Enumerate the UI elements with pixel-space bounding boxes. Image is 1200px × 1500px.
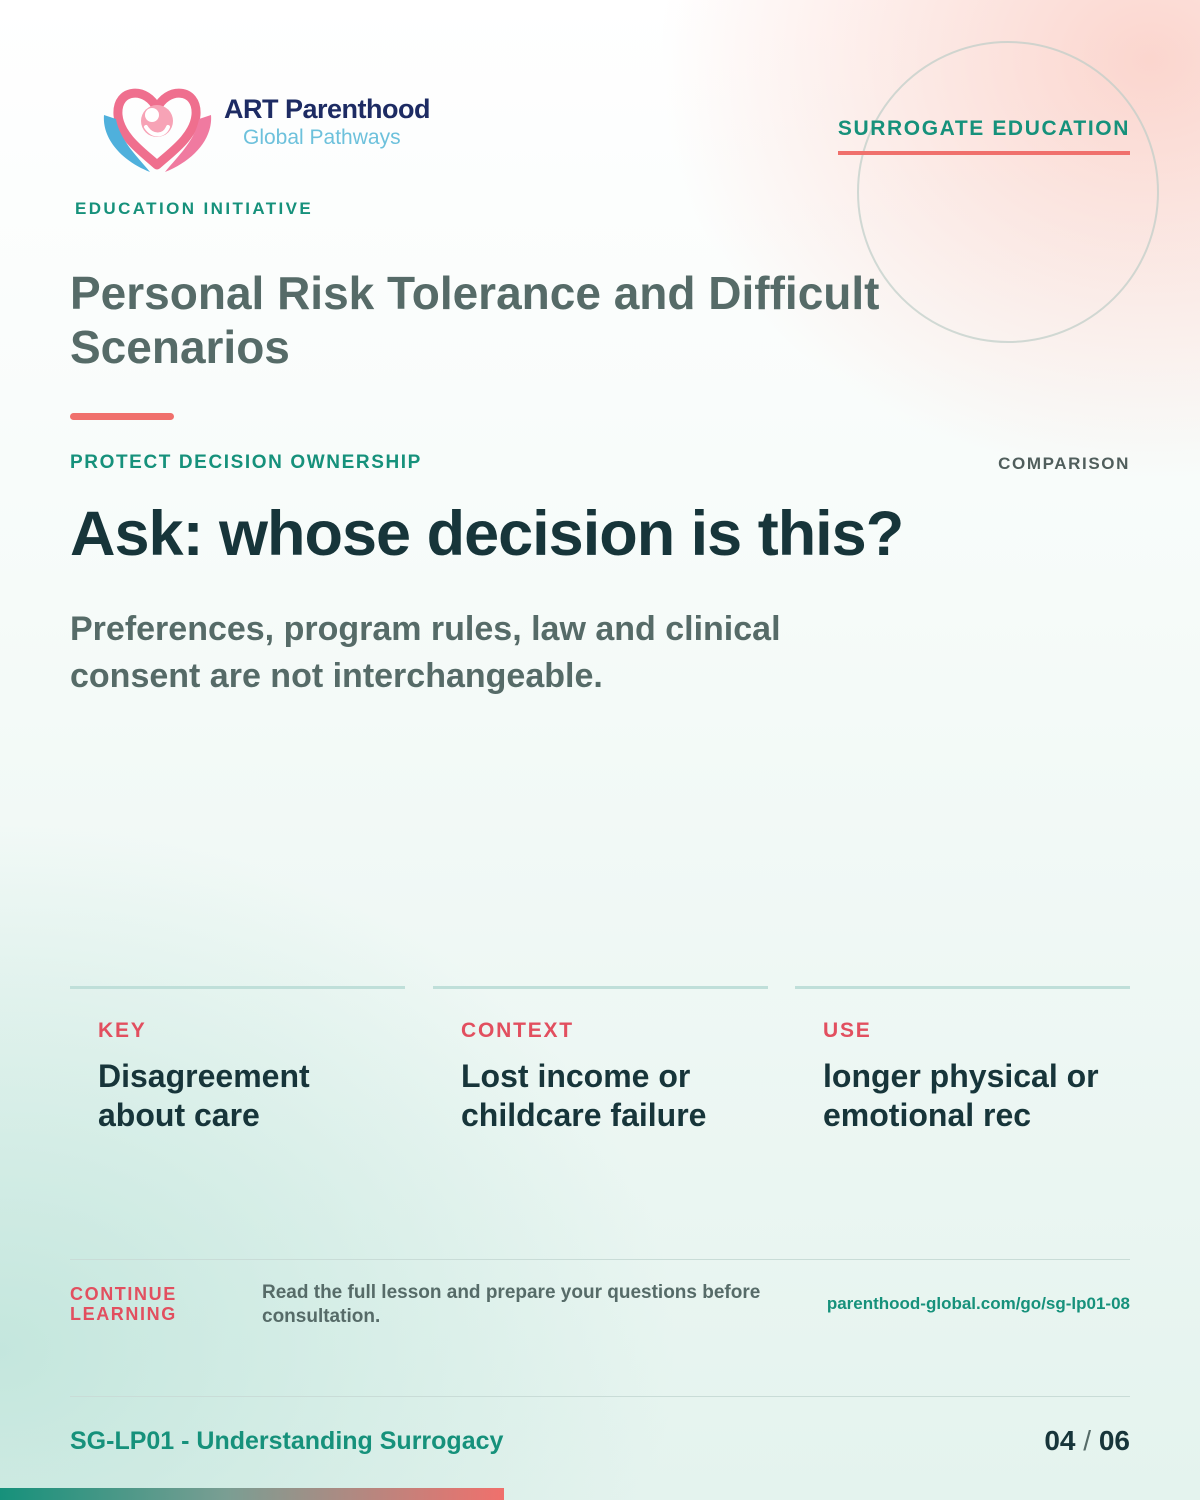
column-value: longer physical or emotional rec bbox=[823, 1058, 1099, 1133]
cta-text: Read the full lesson and prepare your questions before consultation. bbox=[262, 1282, 761, 1327]
column-use bbox=[795, 986, 1130, 1166]
course-label: SG-LP01 - Understanding Surrogacy bbox=[70, 1427, 504, 1455]
brand-subtitle: Global Pathways bbox=[243, 126, 401, 149]
column-label: KEY bbox=[98, 1019, 147, 1042]
slide-headline: Ask: whose decision is this? bbox=[70, 499, 904, 569]
column-label: USE bbox=[823, 1019, 872, 1042]
brand-name: ART Parenthood bbox=[224, 94, 430, 124]
column-context bbox=[433, 986, 768, 1166]
slide-kicker: PROTECT DECISION OWNERSHIP bbox=[70, 452, 422, 473]
column-key bbox=[70, 986, 405, 1166]
page-indicator bbox=[1044, 1425, 1130, 1457]
lesson-link[interactable]: parenthood-global.com/go/sg-lp01-08 bbox=[826, 1294, 1130, 1313]
column-value: Lost income or childcare failure bbox=[461, 1058, 707, 1133]
slide-subhead: Preferences, program rules, law and clinical consent are not interchangeable. bbox=[70, 610, 781, 695]
heart-hands-baby-icon bbox=[100, 75, 215, 175]
accent-bar bbox=[70, 413, 174, 420]
column-label: CONTEXT bbox=[461, 1019, 574, 1042]
footer-divider bbox=[70, 1396, 1130, 1397]
page-total: 06 bbox=[1098, 1425, 1130, 1456]
page-current: 04 bbox=[1044, 1425, 1076, 1456]
category-badge: SURROGATE EDUCATION bbox=[838, 117, 1130, 155]
column-value: Disagreement about care bbox=[98, 1058, 310, 1133]
progress-fill bbox=[0, 1488, 504, 1500]
lesson-title: Personal Risk Tolerance and Difficult Scenarios bbox=[70, 267, 880, 373]
comparison-columns bbox=[70, 986, 1130, 1166]
progress-bar bbox=[0, 1488, 1200, 1500]
initiative-label: EDUCATION INITIATIVE bbox=[75, 199, 314, 218]
cta-label: CONTINUE LEARNING bbox=[70, 1284, 177, 1324]
slide-type-label: COMPARISON bbox=[998, 454, 1130, 473]
cta-divider bbox=[70, 1259, 1130, 1260]
page-separator: / bbox=[1083, 1425, 1092, 1456]
